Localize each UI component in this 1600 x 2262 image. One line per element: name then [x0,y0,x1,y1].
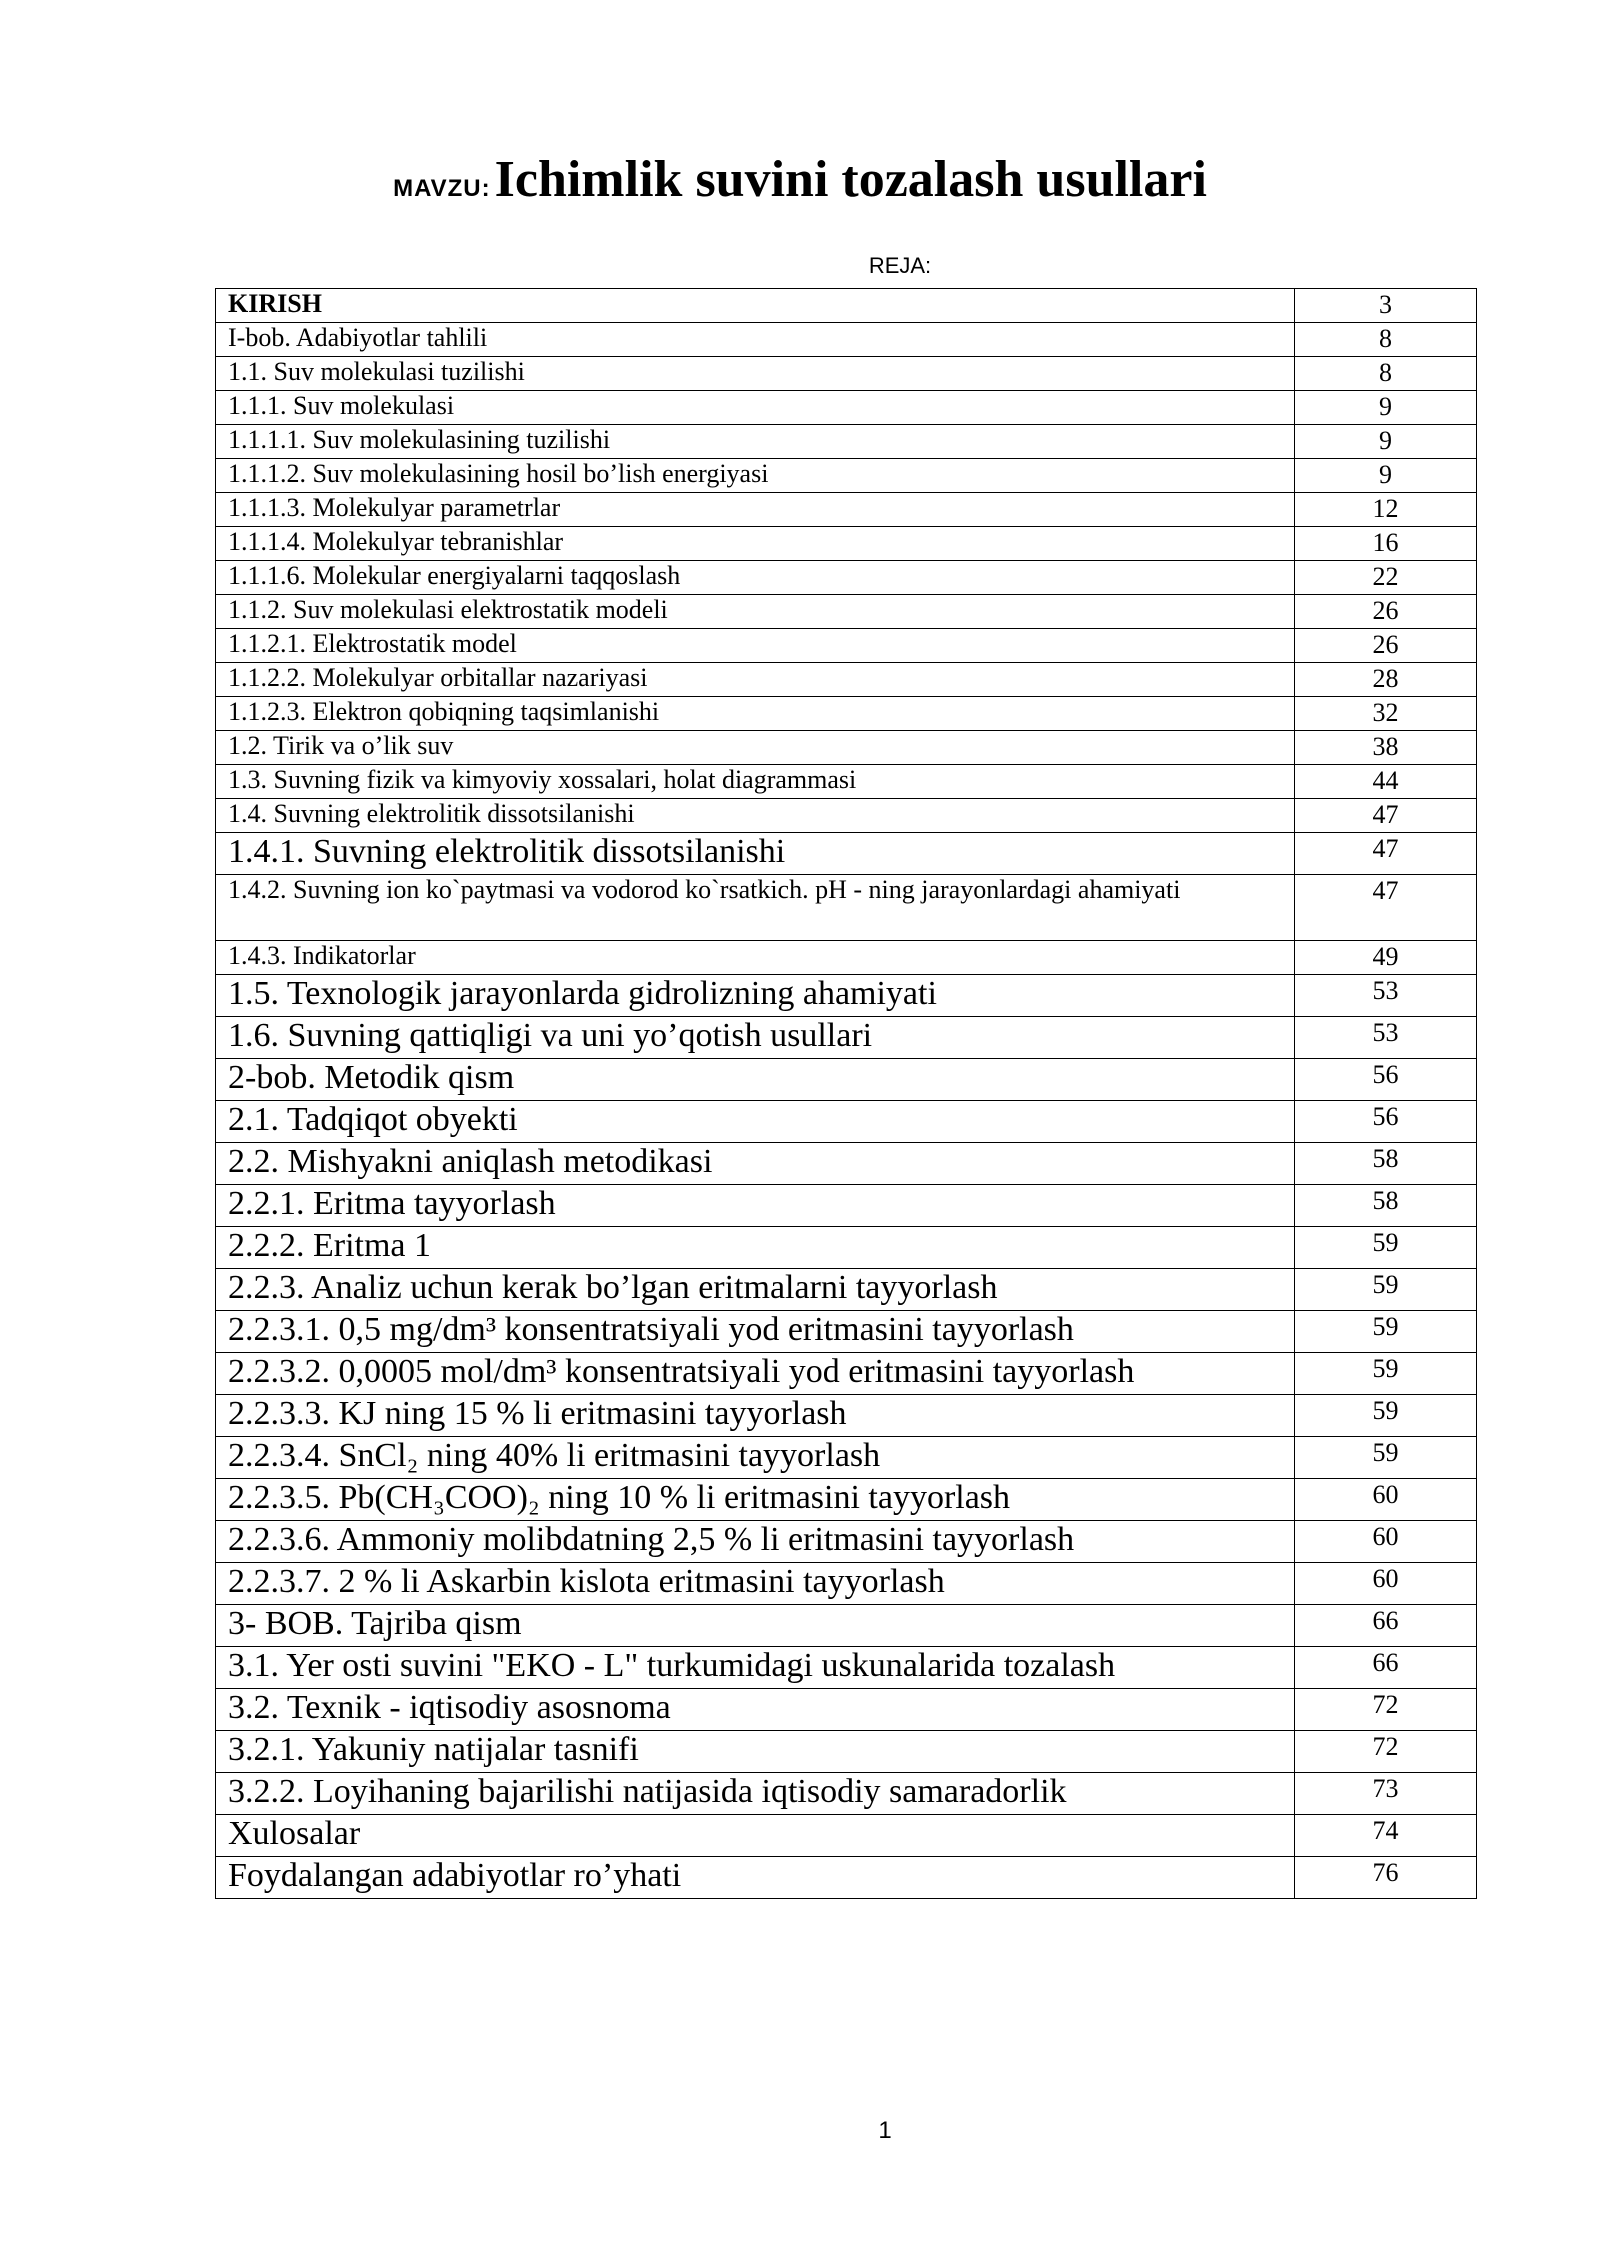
toc-entry-title: 1.2. Tirik va o’lik suv [216,731,1295,765]
topic-label: MAVZU: [393,175,491,202]
toc-row [216,1059,1477,1101]
toc-entry-page: 56 [1295,1059,1477,1101]
toc-row [216,875,1477,941]
toc-entry-page: 8 [1295,357,1477,391]
toc-entry-page: 59 [1295,1395,1477,1437]
toc-entry-page: 59 [1295,1269,1477,1311]
toc-entry-title: 1.6. Suvning qattiqligi va uni yo’qotish usullari [216,1017,1295,1059]
toc-row [216,1269,1477,1311]
toc-body [216,289,1477,1899]
toc-entry-page: 8 [1295,323,1477,357]
toc-entry-page: 60 [1295,1479,1477,1521]
toc-entry-page: 59 [1295,1227,1477,1269]
toc-entry-page: 60 [1295,1521,1477,1563]
toc-entry-page: 66 [1295,1605,1477,1647]
toc-entry-page: 59 [1295,1437,1477,1479]
toc-entry-page: 59 [1295,1311,1477,1353]
toc-entry-title: 1.1.1. Suv molekulasi [216,391,1295,425]
toc-row [216,323,1477,357]
toc-entry-page: 22 [1295,561,1477,595]
toc-entry-title: 2.2.2. Eritma 1 [216,1227,1295,1269]
toc-entry-title: 1.4.1. Suvning elektrolitik dissotsilanishi [216,833,1295,875]
toc-row [216,1815,1477,1857]
toc-row [216,391,1477,425]
toc-row [216,833,1477,875]
toc-row [216,1227,1477,1269]
toc-entry-title: 1.1.1.2. Suv molekulasining hosil bo’lish energiyasi [216,459,1295,493]
toc-entry-title: 1.1.1.4. Molekulyar tebranishlar [216,527,1295,561]
toc-row [216,799,1477,833]
toc-row [216,731,1477,765]
toc-row [216,1521,1477,1563]
toc-entry-page: 49 [1295,941,1477,975]
toc-entry-title: 3.2.2. Loyihaning bajarilishi natijasida iqtisodiy samaradorlik [216,1773,1295,1815]
toc-entry-title: 2.2.3.4. SnCl₂ ning 40% li eritmasini tayyorlash [216,1437,1295,1479]
toc-entry-page: 76 [1295,1857,1477,1899]
topic-title: Ichimlik suvini tozalash usullari [494,151,1207,208]
toc-row [216,941,1477,975]
toc-row [216,425,1477,459]
toc-row [216,765,1477,799]
toc-entry-page: 73 [1295,1773,1477,1815]
toc-entry-title: 2.2.3.6. Ammoniy molibdatning 2,5 % li eritmasini tayyorlash [216,1521,1295,1563]
toc-entry-title: 1.3. Suvning fizik va kimyoviy xossalari, holat diagrammasi [216,765,1295,799]
toc-entry-page: 47 [1295,833,1477,875]
toc-entry-title: 2.2.3.1. 0,5 mg/dm³ konsentratsiyali yod eritmasini tayyorlash [216,1311,1295,1353]
toc-row [216,1353,1477,1395]
toc-entry-page: 53 [1295,975,1477,1017]
toc-row [216,1017,1477,1059]
toc-row [216,1647,1477,1689]
toc-row [216,1479,1477,1521]
toc-row [216,663,1477,697]
toc-entry-title: 1.1. Suv molekulasi tuzilishi [216,357,1295,391]
toc-row [216,1773,1477,1815]
toc-entry-page: 9 [1295,391,1477,425]
toc-row [216,1395,1477,1437]
toc-entry-title: 1.1.1.1. Suv molekulasining tuzilishi [216,425,1295,459]
toc-entry-page: 32 [1295,697,1477,731]
toc-row [216,629,1477,663]
toc-entry-title: Xulosalar [216,1815,1295,1857]
toc-entry-title: 1.1.2. Suv molekulasi elektrostatik modeli [216,595,1295,629]
toc-entry-page: 58 [1295,1185,1477,1227]
toc-entry-title: 1.1.1.6. Molekular energiyalarni taqqoslash [216,561,1295,595]
toc-row [216,1731,1477,1773]
toc-entry-page: 28 [1295,663,1477,697]
toc-entry-page: 72 [1295,1731,1477,1773]
toc-entry-page: 58 [1295,1143,1477,1185]
toc-row [216,459,1477,493]
page-number: 1 [878,2117,892,2144]
toc-entry-title: 2.2. Mishyakni aniqlash metodikasi [216,1143,1295,1185]
toc-entry-title: 1.4. Suvning elektrolitik dissotsilanishi [216,799,1295,833]
toc-row [216,1185,1477,1227]
toc-entry-title: 2.1. Tadqiqot obyekti [216,1101,1295,1143]
toc-entry-page: 72 [1295,1689,1477,1731]
toc-entry-title: 2.2.3.5. Pb(CH₃COO)₂ ning 10 % li eritmasini tayyorlash [216,1479,1295,1521]
toc-entry-title: 3.2.1. Yakuniy natijalar tasnifi [216,1731,1295,1773]
toc-entry-title: 2-bob. Metodik qism [216,1059,1295,1101]
toc-row [216,289,1477,323]
toc-row [216,1143,1477,1185]
toc-entry-page: 9 [1295,425,1477,459]
toc-entry-title: 1.1.2.2. Molekulyar orbitallar nazariyasi [216,663,1295,697]
toc-row [216,561,1477,595]
toc-entry-title: 2.2.1. Eritma tayyorlash [216,1185,1295,1227]
toc-entry-page: 74 [1295,1815,1477,1857]
toc-entry-title: Foydalangan adabiyotlar ro’yhati [216,1857,1295,1899]
toc-entry-page: 47 [1295,799,1477,833]
toc-row [216,1437,1477,1479]
toc-entry-page: 44 [1295,765,1477,799]
toc-row [216,1689,1477,1731]
toc-row [216,493,1477,527]
toc-row [216,1605,1477,1647]
document-title [0,150,1600,209]
toc-row [216,595,1477,629]
toc-row [216,1857,1477,1899]
toc-entry-page: 3 [1295,289,1477,323]
toc-entry-page: 60 [1295,1563,1477,1605]
plan-heading: REJA: [868,253,932,278]
toc-entry-page: 26 [1295,629,1477,663]
toc-entry-title: 1.1.2.3. Elektron qobiqning taqsimlanishi [216,697,1295,731]
toc-entry-title: 2.2.3.7. 2 % li Askarbin kislota eritmasini tayyorlash [216,1563,1295,1605]
toc-entry-page: 12 [1295,493,1477,527]
toc-row [216,1311,1477,1353]
toc-entry-title: 2.2.3.3. KJ ning 15 % li eritmasini tayyorlash [216,1395,1295,1437]
toc-entry-title: KIRISH [216,289,1295,323]
toc-row [216,527,1477,561]
toc-entry-title: 3.1. Yer osti suvini "EKO - L" turkumidagi uskunalarida tozalash [216,1647,1295,1689]
toc-entry-page: 66 [1295,1647,1477,1689]
toc-entry-page: 9 [1295,459,1477,493]
toc-entry-page: 38 [1295,731,1477,765]
toc-row [216,975,1477,1017]
toc-entry-title: 1.1.1.3. Molekulyar parametrlar [216,493,1295,527]
toc-entry-title: 1.4.2. Suvning ion ko`paytmasi va vodorod ko`rsatkich. pH - ning jarayonlardagi ahamiyati [216,875,1295,941]
toc-entry-title: I-bob. Adabiyotlar tahlili [216,323,1295,357]
toc-entry-title: 2.2.3. Analiz uchun kerak bo’lgan eritmalarni tayyorlash [216,1269,1295,1311]
toc-entry-title: 1.1.2.1. Elektrostatik model [216,629,1295,663]
toc-entry-title: 2.2.3.2. 0,0005 mol/dm³ konsentratsiyali yod eritmasini tayyorlash [216,1353,1295,1395]
toc-row [216,1563,1477,1605]
toc-row [216,697,1477,731]
toc-entry-page: 53 [1295,1017,1477,1059]
toc-entry-title: 1.4.3. Indikatorlar [216,941,1295,975]
toc-entry-title: 3- BOB. Tajriba qism [216,1605,1295,1647]
toc-entry-title: 3.2. Texnik - iqtisodiy asosnoma [216,1689,1295,1731]
toc-row [216,1101,1477,1143]
toc-entry-page: 16 [1295,527,1477,561]
toc-entry-page: 56 [1295,1101,1477,1143]
table-of-contents [215,288,1477,1899]
toc-row [216,357,1477,391]
toc-entry-page: 47 [1295,875,1477,941]
toc-entry-page: 59 [1295,1353,1477,1395]
toc-entry-page: 26 [1295,595,1477,629]
toc-entry-title: 1.5. Texnologik jarayonlarda gidrolizning ahamiyati [216,975,1295,1017]
